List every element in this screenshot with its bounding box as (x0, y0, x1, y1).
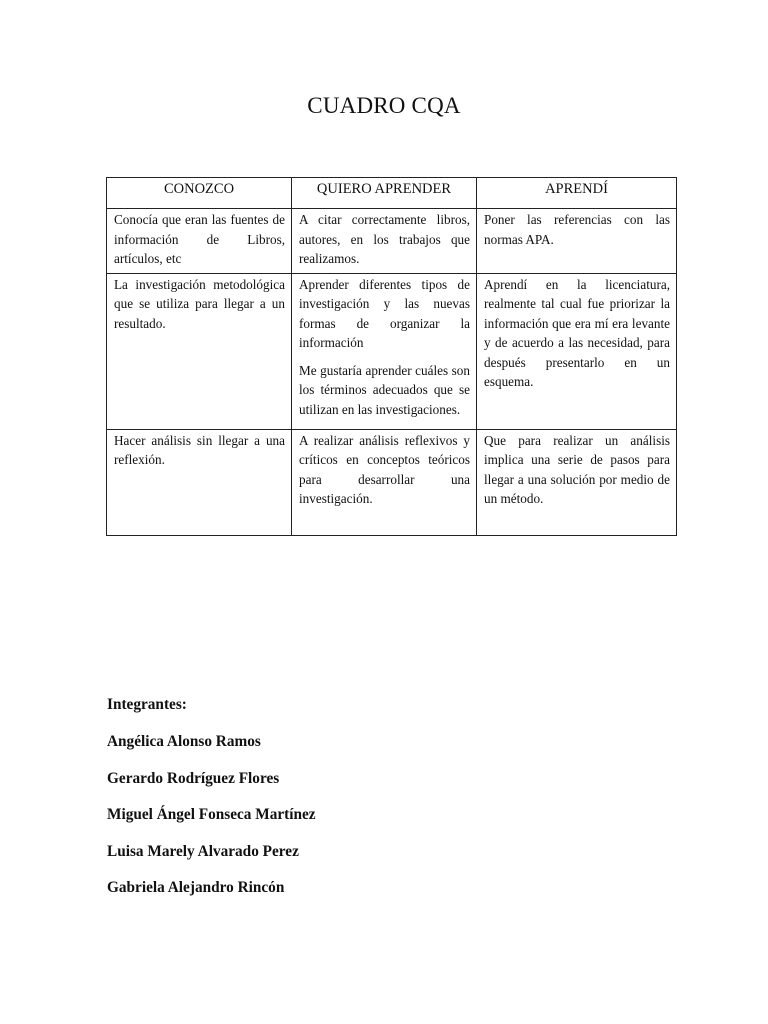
member-name: Gabriela Alejandro Rincón (107, 879, 285, 896)
members-heading: Integrantes: (107, 696, 187, 713)
table-row (107, 209, 677, 274)
header-conozco: CONOZCO (107, 178, 292, 209)
cell-text: A realizar análisis reflexivos y críticos en conceptos teóricos para desarrollar una investigación. (299, 432, 470, 506)
member-name: Miguel Ángel Fonseca Martínez (107, 806, 316, 823)
cell-conozco (107, 209, 292, 274)
members-section (107, 695, 316, 915)
cqa-table (106, 177, 677, 536)
cell-aprendi (477, 429, 677, 535)
cell-quiero-aprender (292, 273, 477, 429)
cell-text: Hacer análisis sin llegar a una reflexión. (114, 432, 285, 467)
cell-text: Aprender diferentes tipos de investigación y las nuevas formas de organizar la información (299, 276, 470, 350)
cell-conozco (107, 273, 292, 429)
table-row (107, 273, 677, 429)
member-name: Luisa Marely Alvarado Perez (107, 842, 299, 860)
table-row (107, 429, 677, 535)
cell-text: Conocía que eran las fuentes de información de Libros, artículos, etc (114, 212, 285, 266)
cell-conozco (107, 429, 292, 535)
cell-text: Que para realizar un análisis implica una serie de pasos para llegar a una solución por medio de un método. (484, 432, 670, 506)
cell-quiero-aprender (292, 429, 477, 535)
cell-text: Poner las referencias con las normas APA. (484, 212, 670, 247)
header-quiero-aprender: QUIERO APRENDER (292, 178, 477, 209)
cell-aprendi (477, 273, 677, 429)
table-header-row (107, 178, 677, 209)
cell-aprendi (477, 209, 677, 274)
cell-text: Me gustaría aprender cuáles son los términos adecuados que se utilizan en las investigaciones. (299, 362, 470, 417)
cell-text: A citar correctamente libros, autores, en los trabajos que realizamos. (299, 212, 470, 266)
cell-text: La investigación metodológica que se utiliza para llegar a un resultado. (114, 276, 285, 331)
member-name: Angélica Alonso Ramos (107, 733, 261, 750)
document-title: CUADRO CQA (307, 93, 461, 118)
cell-text: Aprendí en la licenciatura, realmente tal cual fue priorizar la información que era mí era levante y de acuerdo a las necesidad, para después presentarlo en un esquema. (484, 276, 670, 389)
header-aprendi: APRENDÍ (477, 178, 677, 209)
member-name: Gerardo Rodríguez Flores (107, 769, 280, 787)
cell-quiero-aprender (292, 209, 477, 274)
